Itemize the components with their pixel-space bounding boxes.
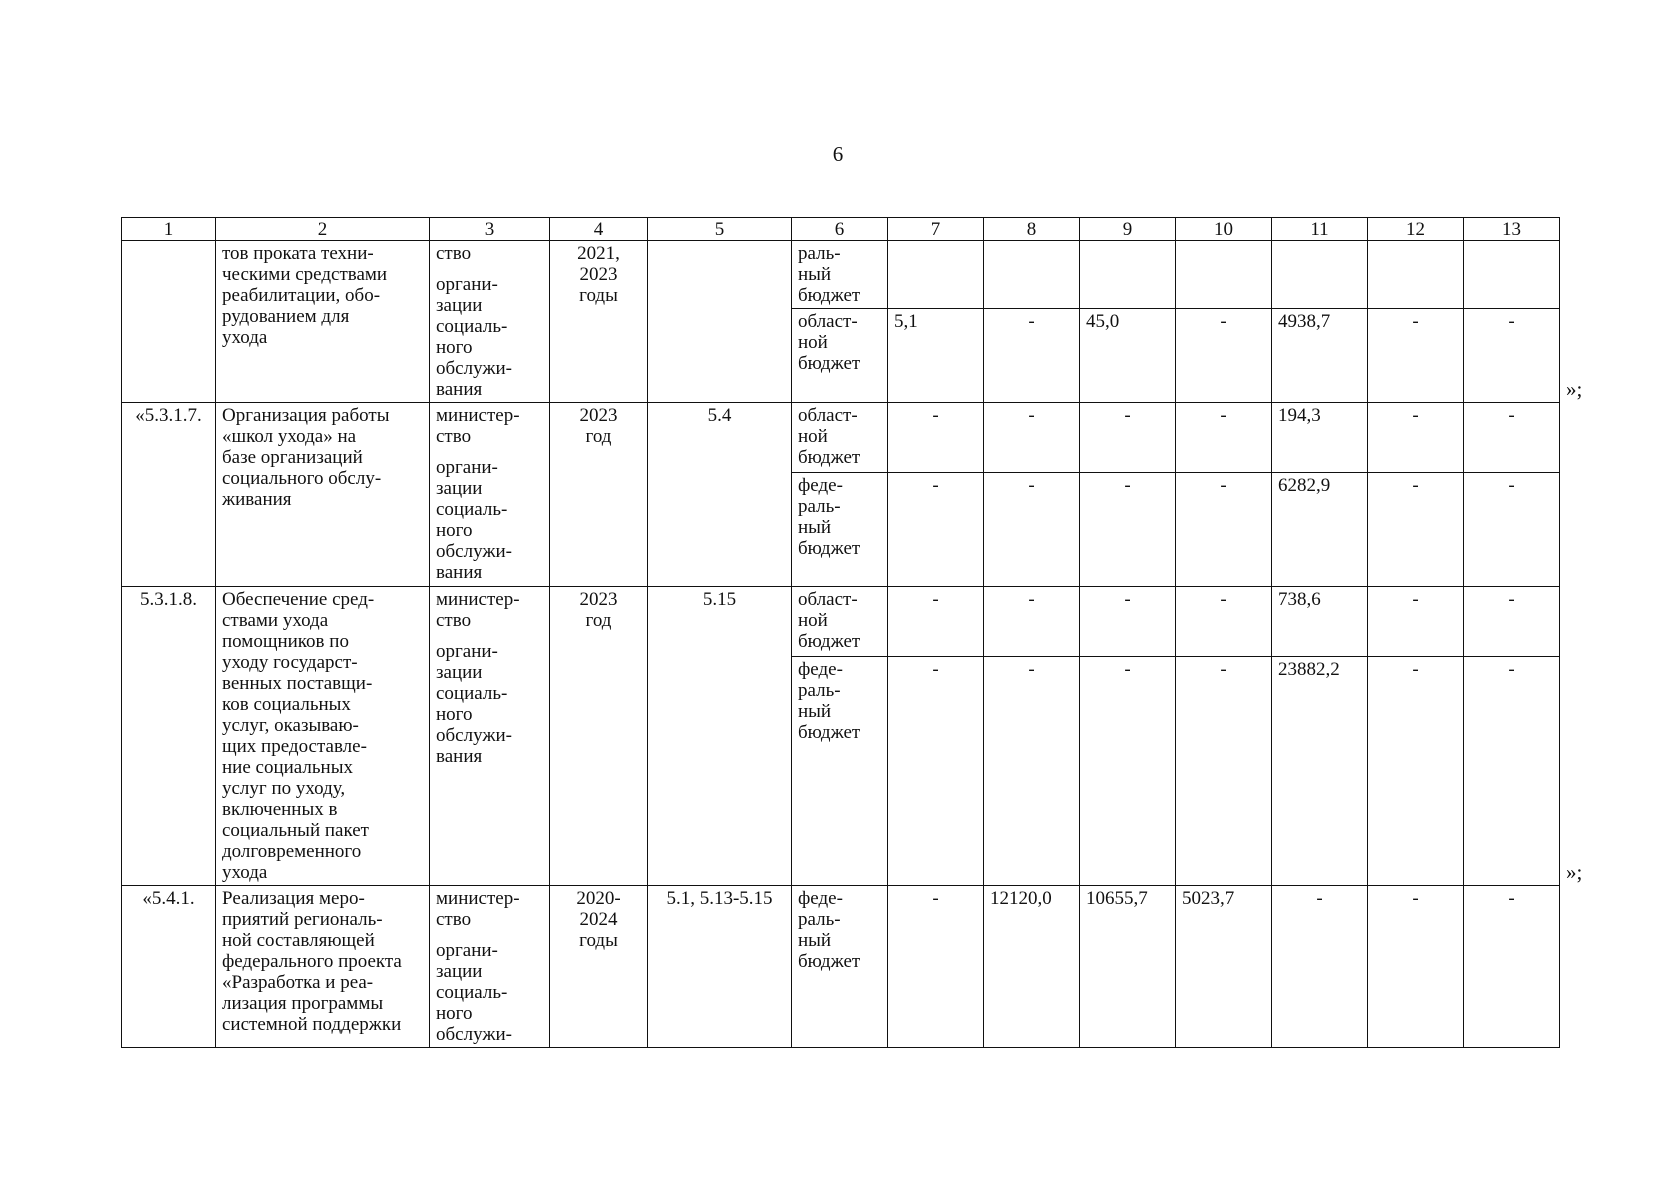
executor-ministry: ство	[436, 243, 472, 264]
funding-value: 45,0	[1080, 309, 1176, 403]
funding-value: -	[1080, 587, 1176, 657]
indicator	[648, 241, 792, 403]
funding-value	[1176, 241, 1272, 309]
funding-value: -	[888, 403, 984, 473]
funding-value	[1464, 241, 1560, 309]
funding-value: 12120,0	[984, 886, 1080, 1048]
executor-organizations: органи- зации социаль- ного обслужи- вания	[436, 641, 512, 767]
table-row	[122, 587, 1560, 657]
table-body	[122, 241, 1560, 1048]
funding-value: -	[1368, 886, 1464, 1048]
header-cell: 4	[550, 218, 648, 241]
funding-value: -	[984, 587, 1080, 657]
table-row	[122, 403, 1560, 473]
funding-value: -	[1176, 403, 1272, 473]
table-row	[122, 241, 1560, 309]
item-number	[122, 241, 216, 403]
term: 2021, 2023 годы	[550, 241, 648, 403]
page-number: 6	[832, 142, 844, 166]
funding-value: -	[1080, 403, 1176, 473]
funding-value: -	[1176, 473, 1272, 587]
header-cell: 10	[1176, 218, 1272, 241]
funding-value: -	[1176, 309, 1272, 403]
funding-value: 5023,7	[1176, 886, 1272, 1048]
item-number: «5.4.1.	[122, 886, 216, 1048]
indicator: 5.15	[648, 587, 792, 886]
funding-value: -	[1368, 403, 1464, 473]
funding-value: 4938,7	[1272, 309, 1368, 403]
funding-value: -	[1464, 886, 1560, 1048]
funding-value: 10655,7	[1080, 886, 1176, 1048]
funding-value: -	[1464, 587, 1560, 657]
header-cell: 6	[792, 218, 888, 241]
funding-value	[984, 241, 1080, 309]
funding-value: -	[1368, 587, 1464, 657]
funding-value: -	[1176, 657, 1272, 886]
funding-source: раль- ный бюджет	[792, 241, 888, 309]
funding-source: област- ной бюджет	[792, 403, 888, 473]
budget-table	[121, 217, 1560, 1048]
header-cell: 2	[216, 218, 430, 241]
executor-ministry: министер- ство	[436, 888, 520, 930]
item-name-text: Организация работы «школ ухода» на базе организаций социального обслу- живания	[222, 405, 390, 510]
executors	[430, 587, 550, 886]
header-cell: 3	[430, 218, 550, 241]
funding-value: 23882,2	[1272, 657, 1368, 886]
item-number: «5.3.1.7.	[122, 403, 216, 587]
funding-source: област- ной бюджет	[792, 309, 888, 403]
item-name	[216, 241, 430, 403]
indicator: 5.4	[648, 403, 792, 587]
funding-value: -	[1176, 587, 1272, 657]
funding-value	[1368, 241, 1464, 309]
funding-source: област- ной бюджет	[792, 587, 888, 657]
funding-value: -	[1464, 403, 1560, 473]
funding-value: -	[1368, 473, 1464, 587]
item-name	[216, 403, 430, 587]
table-row	[122, 886, 1560, 1048]
header-cell: 13	[1464, 218, 1560, 241]
funding-value: 6282,9	[1272, 473, 1368, 587]
funding-source: феде- раль- ный бюджет	[792, 886, 888, 1048]
executor-ministry: министер- ство	[436, 589, 520, 631]
funding-value: 738,6	[1272, 587, 1368, 657]
funding-value	[888, 241, 984, 309]
header-cell: 7	[888, 218, 984, 241]
item-name-text: Обеспечение сред- ствами ухода помощников по уходу государст- венных поставщи- ков социальных услуг, оказываю- щих предоставле- ние социальных услуг по уходу, включенных в социальный пакет долговременного ухода	[222, 589, 375, 883]
funding-value: -	[888, 657, 984, 886]
funding-value: -	[984, 403, 1080, 473]
term: 2023 год	[550, 403, 648, 587]
funding-value: -	[984, 657, 1080, 886]
funding-value: -	[888, 587, 984, 657]
closing-quote: »;	[1566, 859, 1583, 884]
item-name	[216, 587, 430, 886]
item-number: 5.3.1.8.	[122, 587, 216, 886]
header-cell: 12	[1368, 218, 1464, 241]
funding-value: -	[888, 886, 984, 1048]
header-cell: 5	[648, 218, 792, 241]
funding-value: -	[1464, 309, 1560, 403]
header-cell: 1	[122, 218, 216, 241]
header-cell: 9	[1080, 218, 1176, 241]
funding-value: -	[1080, 657, 1176, 886]
header-cell: 8	[984, 218, 1080, 241]
indicator: 5.1, 5.13-5.15	[648, 886, 792, 1048]
closing-quote: »;	[1566, 376, 1583, 401]
header-row	[122, 218, 1560, 241]
header-cell: 11	[1272, 218, 1368, 241]
term: 2023 год	[550, 587, 648, 886]
executors	[430, 241, 550, 403]
funding-value: -	[1464, 657, 1560, 886]
term: 2020- 2024 годы	[550, 886, 648, 1048]
funding-value: -	[1272, 886, 1368, 1048]
executor-ministry: министер- ство	[436, 405, 520, 447]
funding-value: -	[1368, 657, 1464, 886]
funding-value	[1080, 241, 1176, 309]
executor-organizations: органи- зации социаль- ного обслужи-	[436, 940, 512, 1045]
funding-value: -	[1368, 309, 1464, 403]
funding-value: -	[984, 473, 1080, 587]
funding-value: -	[984, 309, 1080, 403]
funding-value: -	[888, 473, 984, 587]
executors	[430, 403, 550, 587]
funding-value: 194,3	[1272, 403, 1368, 473]
funding-value: 5,1	[888, 309, 984, 403]
executor-organizations: органи- зации социаль- ного обслужи- вания	[436, 457, 512, 583]
funding-source: феде- раль- ный бюджет	[792, 473, 888, 587]
funding-value: -	[1080, 473, 1176, 587]
funding-value: -	[1464, 473, 1560, 587]
executor-organizations: органи- зации социаль- ного обслужи- вания	[436, 274, 512, 400]
table-header	[122, 218, 1560, 241]
item-name-text: Реализация меро- приятий региональ- ной составляющей федерального проекта «Разработка и реа- лизация программы системной поддержки	[222, 888, 402, 1035]
funding-value	[1272, 241, 1368, 309]
item-name	[216, 886, 430, 1048]
item-name-text: тов проката техни- ческими средствами реабилитации, обо- рудованием для ухода	[222, 243, 388, 348]
executors	[430, 886, 550, 1048]
funding-source: феде- раль- ный бюджет	[792, 657, 888, 886]
